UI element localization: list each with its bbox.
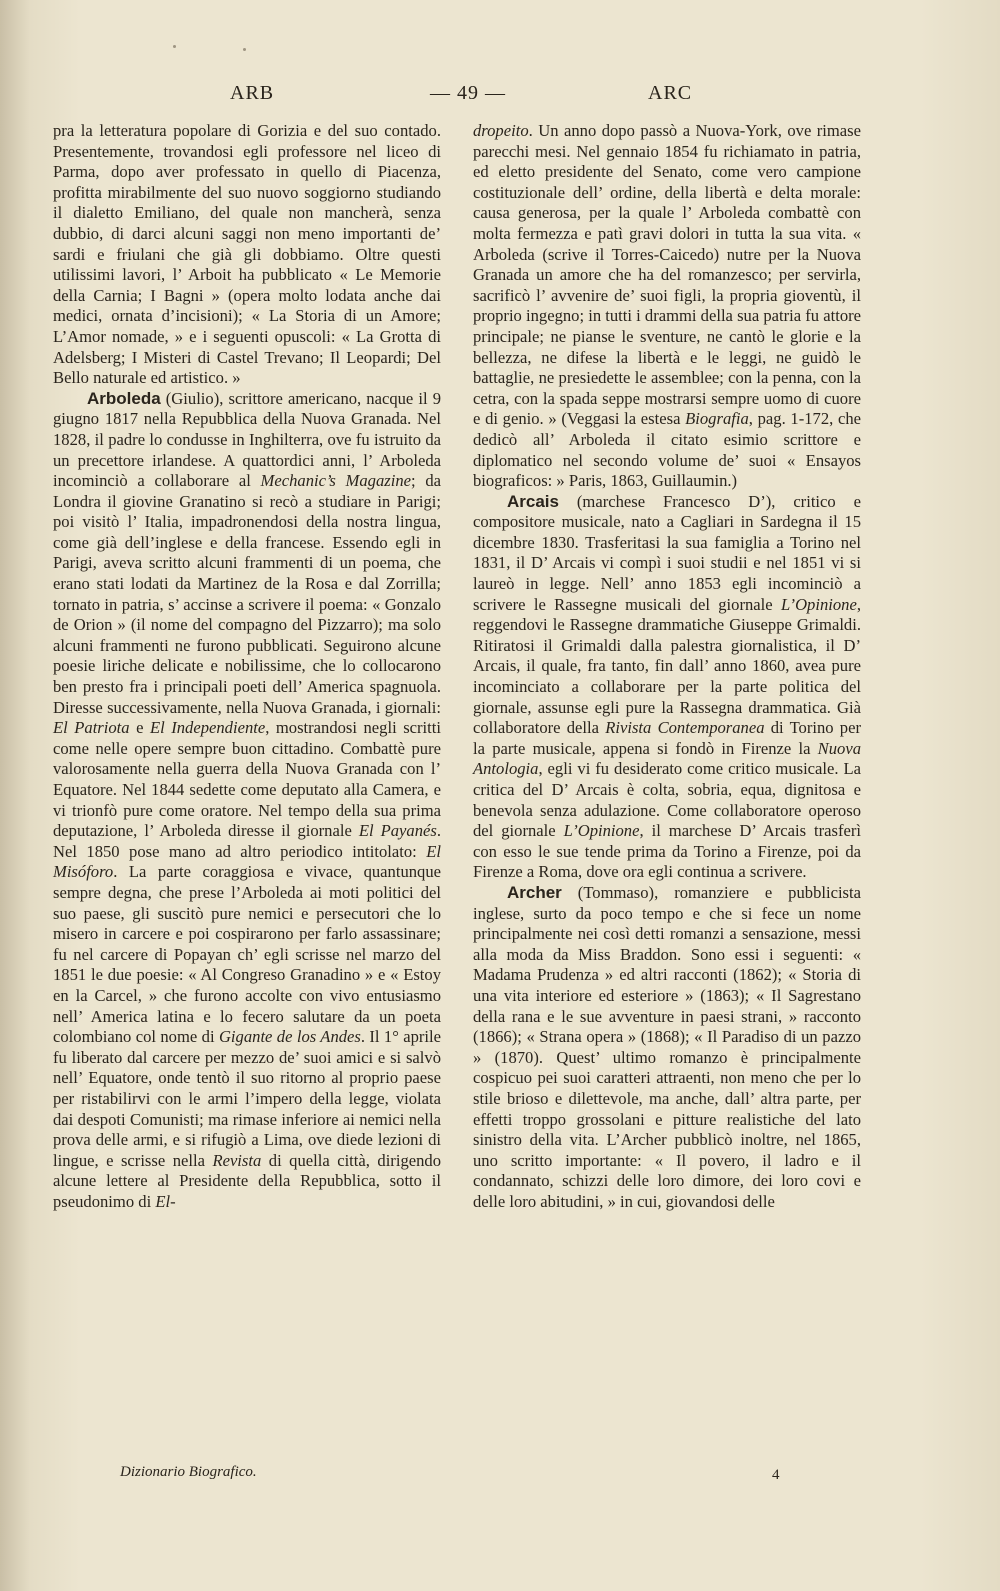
entry-arcais: Arcais (marchese Francesco D’), critico e compositore musicale, nato a Cagliari in Sardegna il 15 dicembre 1830. Trasferitasi la sua famiglia a Torino nel 1831, il D’ Arcais vi compì i suoi studii e nel 1851 vi si laureò in legge. Nell’ anno 1853 egli incominciò a scrivere le Rassegne musicali del giornale L’Opinione, reggendovi le Rassegne drammatiche Giuseppe Grimaldi. Ritiratosi il Grimaldi dalla palestra giornalistica, il D’ Arcais, il quale, fra tanto, fin dall’ anno 1860, avea pure incominciato a collaborare per la parte politica del giornale, assunse egli pure la Rassegna drammatica. Già collaboratore della Rivista Contemporanea di Torino per la parte musicale, appena si fondò in Firenze la Nuova Antologia, egli vi fu desiderato come critico musicale. La critica del D’ Arcais è colta, sobria, equa, dignitosa e benevola senza adulazione. Come collaboratore operoso del giornale L’Opinione, il marchese D’ Arcais trasferì con esso le sue tende prima da Torino a Firenze, poi da Firenze a Roma, dove ora egli continua a scrivere. [473,491,861,882]
entry-arboit-continued: pra la letteratura popolare di Gorizia e del suo contado. Presentemente, trovandosi egli professore nel liceo di Parma, dopo aver professato in quello di Piacenza, profitta mirabilmente del suo nuovo soggiorno studiando il dialetto Emiliano, del quale non mancherà, senza dubbio, di darci alcuni saggi non meno importanti de’ sardi e friulani che già gli dobbiamo. Oltre questi utilissimi lavori, l’ Arboit ha pubblicato « Le Memorie della Carnia; I Bagni » (opera molto lodata anche dai medici, ornata d’incisioni); « La Storia di un Amore; L’Amor nomade, » e i seguenti opuscoli: « La Grotta di Adelsberg; I Misteri di Castel Trevano; Il Leopardi; Del Bello naturale ed artistico. » [53,121,441,388]
entry-arboleda: Arboleda (Giulio), scrittore americano, nacque il 9 giugno 1817 nella Repubblica della Nuova Granada. Nel 1828, il padre lo condusse in Inghilterra, ove fu istruito da un precettore irlandese. A quattordici anni, l’ Arboleda incominciò a collaborare al Mechanic’s Magazine; da Londra il giovine Granatino si recò a studiare in Parigi; poi visitò l’ Italia, impadronendosi della nostra lingua, come già dell’inglese e della francese. Essendo egli in Parigi, aveva scritto alcuni frammenti di un poema, che erano stati lodati da Martinez de la Rosa e dal Zorrilla; tornato in patria, s’ accinse a scrivere il poema: « Gonzalo de Orion » (il nome del compagno del Pizzarro); ma solo alcuni frammenti ne furono pubblicati. Seguirono alcune poesie liriche delicate e nobilissime, che lo collocarono ben presto fra i principali poeti dell’ America spagnuola. Diresse successivamente, nella Nuova Granada, i giornali: El Patriota e El Independiente, mostrandosi negli scritti come nelle opere sempre buon cittadino. Combattè pure valorosamente nella guerra della Nuova Granada con l’ Equatore. Nel 1844 sedette come deputato alla Camera, e vi trionfò pure come oratore. Nel tempo della sua prima deputazione, l’ Arboleda diresse il giornale El Payanés. Nel 1850 pose mano ad altro periodico intitolato: El Misóforo. La parte coraggiosa e vivace, quantunque sempre degna, che prese l’Arboleda ai moti politici del suo paese, gli suscitò pure nemici e persecutori che lo misero in carcere e poi cospirarono per farlo assassinare; fu nel carcere di Popayan ch’ egli scrisse nel marzo del 1851 le due poesie: « Al Congreso Granadino » e « Estoy en la Carcel, » che furono accolte con vivo entusiasmo nell’ America latina e lo fecero salutare da un poeta colombiano col nome di Gigante de los Andes. Il 1° aprile fu liberato dal carcere per mezzo de’ suoi amici e si salvò nell’ Equatore, onde tentò il suo ritorno al proprio paese per ristabilirvi con le armi l’impero della legge, violata dai despoti Comunisti; ma rimase inferiore ai nemici nella prova delle armi, e si rifugiò a Lima, ove diede lezioni di lingue, e scrisse nella Revista di quella città, dirigendo alcune lettere al Presidente della Repubblica, sotto il pseudonimo di El- [53,388,442,1211]
ink-speck [173,45,176,48]
right-column [473,121,861,1212]
entry-arboleda-continued: dropeito. Un anno dopo passò a Nuova-York, ove rimase parecchi mesi. Nel gennaio 1854 fu richiamato in patria, ed eletto presidente del Senato, come vero campione costituzionale dell’ ordine, della libertà e delta morale: causa generosa, per la quale l’ Arboleda combattè con molta fermezza e patì gravi dolori in tutta la sua vita. « Arboleda (scrive il Torres-Caicedo) nutre per la Nuova Granada un amore che ha del romanzesco; per servirla, sacrificò l’ avvenire de’ suoi figli, la propria gioventù, il proprio ingegno; in tutti i drammi della sua patria fu attore principale; ne pianse le sventure, ne cantò le glorie e la bellezza, ne difese la libertà e le leggi, ne guidò le battaglie, ne presiedette le assemblee; con la penna, con la cetra, con la spada seppe mostrarsi sempre uomo di cuore e di genio. » (Veggasi la estesa Biografia, pag. 1-172, che dedicò all’ Arboleda il citato esimio scrittore e diplomatico nel secondo volume de’ suoi « Ensayos biograficos: » Paris, 1863, Guillaumin.) [473,121,862,491]
page-number: — 49 — [430,82,506,104]
headword-archer: Archer [507,882,562,902]
header-left: ARB [230,82,275,104]
entry-archer: Archer (Tommaso), romanziere e pubblicista inglese, surto da poco tempo e che si fece un nome principalmente nei così detti romanzi a sensazione, messi alla moda da Miss Braddon. Sono essi i seguenti: « Madama Prudenza » ed altri racconti (1862); « Storia di una vita interiore ed esteriore » (1863); « Il Sagrestano della rana e le sue avventure in paesi strani, » racconto (1866); « Strana opera » (1868); « Il Paradiso di un pazzo » (1870). Quest’ ultimo romanzo è principalmente cospicuo pei suoi caratteri attraenti, non meno che per lo stile brioso e dilettevole, ma anche, dall’ altra parte, per effetti troppo grossolani e pitture realistiche del lato sinistro della vita. L’Archer pubblicò inoltre, nel 1865, uno scritto importante: « Il povero, il ladro e il condannato, schizzi delle loro dimore, dei loro covi e delle loro abitudini, » in cui, giovandosi delle [473,882,861,1211]
running-header [0,82,1000,112]
ink-speck [243,48,246,51]
headword-arcais: Arcais [507,491,559,511]
header-right: ARC [648,82,693,104]
footer-signature-number: 4 [772,1467,780,1483]
footer-signature-title: Dizionario Biografico. [120,1464,257,1480]
left-column [53,121,441,1212]
headword-arboleda: Arboleda [87,388,161,408]
